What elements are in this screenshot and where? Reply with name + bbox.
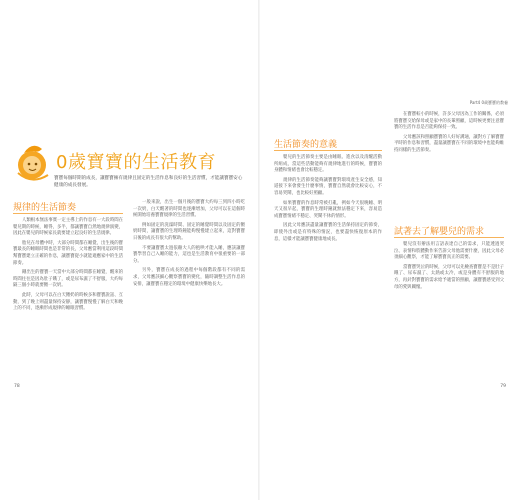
- paragraph: 規律的生活節奏能夠讓寶寶對環境產生安全感，知道接下來會發生什麼事情，寶寶自然就會比較安心，不容易哭鬧，也比較好照顧。: [274, 177, 382, 196]
- paragraph: 當寶寶哭泣的時候，父母可以先檢查寶寶是不是肚子餓了、尿布濕了、太熱或太冷，或是身體有不舒服的地方，再針對寶寶的需求給予適當的照顧，讓寶寶感受到父母的愛與關懷。: [394, 264, 504, 290]
- section-divider: [274, 150, 382, 151]
- paragraph: 剛出生的寶寶一天當中大部分時間都在睡覺，醒來的時間往往是因為肚子餓了，或是尿布濕了不舒服，大約每隔三個小時就要餵一次奶。: [13, 270, 123, 289]
- section-divider: [13, 213, 123, 214]
- page-number: 79: [500, 384, 506, 389]
- section-divider: [394, 237, 504, 238]
- section-heading: 生活節奏的意義: [274, 140, 338, 150]
- right-column-1: [274, 155, 382, 246]
- paragraph: 此時，父母可以在白天餵奶的時候多和寶寶說話、互動，到了晚上則盡量保持安靜，讓寶寶慢慢了解白天和晚上的不同，逐漸形成規律的睡眠習慣。: [13, 292, 123, 312]
- paragraph: 例如固定的洗澡時間、固定的睡覺時間以及固定的餵奶時間，讓寶寶的生理時鐘能夠慢慢建立起來，這對寶寶日後的成長有很大的幫助。: [133, 222, 245, 241]
- left-column-1: [13, 218, 123, 316]
- right-column-2-bottom: [394, 242, 504, 294]
- baby-illustration-icon: [12, 139, 56, 185]
- section-heading: 試著去了解嬰兒的需求: [394, 227, 485, 237]
- paragraph: 胎兒在母體中時，大部分時間都在睡覺，出生後的寶寶最長的睡眠時間也是非常的長，父母應當利用這段時間幫寶寶建立正確的作息，讓寶寶從小就能適應家中的生活節奏。: [13, 240, 123, 266]
- paragraph: 如果寶寶的作息時常被打亂，例如今天很晚睡、明天又很早起，寶寶的生理時鐘就無法穩定下來，容易造成寶寶情緒不穩定、哭鬧不休的情形。: [274, 200, 382, 219]
- paragraph: 父母應該和照顧寶寶的人好好溝通，讓對方了解寶寶平時的作息和習慣，盡量讓寶寶在不同的環境中也能夠維持同樣的生活節奏。: [394, 134, 504, 153]
- paragraph: 人類根本無法事實一定主導上的作息有一大段時間在嬰兒期的時候，睡得，多半，都讓寶寶自然地規律演變，因此在嬰兒的時候家長就要建立起良好的生活規律。: [13, 218, 123, 237]
- paragraph: 一般來說，出生一個月後的寶寶大約每三到四小時吃一次奶，白天醒著的時間也逐漸增加，父母可以在這個時候開始培養寶寶規律的生活習慣。: [133, 200, 245, 219]
- paragraph: 不要讓寶寶太過依賴大人的抱哄才能入睡，應該讓寶寶學習自己入睡的能力，這也是生活教育中很重要的一部分。: [133, 245, 245, 264]
- running-head: Part4 0歲寶寶的教養: [469, 100, 508, 105]
- section-heading: 規律的生活節奏: [13, 203, 77, 213]
- right-column-2-top: [394, 112, 504, 158]
- paragraph: 嬰兒的生活節奏主要是由睡眠、進食以及清醒活動所組成，當這些活動能夠有規律地進行的時候，寶寶的身體和情緒也會比較穩定。: [274, 155, 382, 174]
- paragraph: 嬰兒沒有辦法用言語表達自己的需求，只能透過哭泣、表情和肢體動作來告訴父母他需要什麼，因此父母必須細心觀察，才能了解寶寶真正的需要。: [394, 242, 504, 261]
- paragraph: 另外，寶寶在成長的過程中每個階段都有不同的需求，父母應該細心觀察寶寶的變化，隨時調整生活作息的安排，讓寶寶在穩定的環境中健康快樂地長大。: [133, 268, 245, 287]
- paragraph: 在寶寶較小的時候，許多父母因為工作的關係，必須將寶寶交給保母或是家中的長輩照顧，這時候更要注意寶寶的生活作息是否能夠保持一致。: [394, 112, 504, 131]
- left-column-2: [133, 200, 245, 291]
- right-page: [260, 0, 520, 500]
- chapter-intro: 寶寶每個時期的成長，讓寶寶擁有規律且固定的生活作息和良好的生活習慣，才能讓寶寶安心健康的成長發展。: [54, 176, 243, 188]
- page-number: 78: [14, 384, 20, 389]
- chapter-title: 0歲寶寶的生活教育: [56, 152, 216, 173]
- paragraph: 因此父母應該盡量讓寶寶的生活保持固定的節奏，即使外出或是有特殊的情況，也要盡快恢復原本的作息，這樣才能讓寶寶健康地成長。: [274, 223, 382, 242]
